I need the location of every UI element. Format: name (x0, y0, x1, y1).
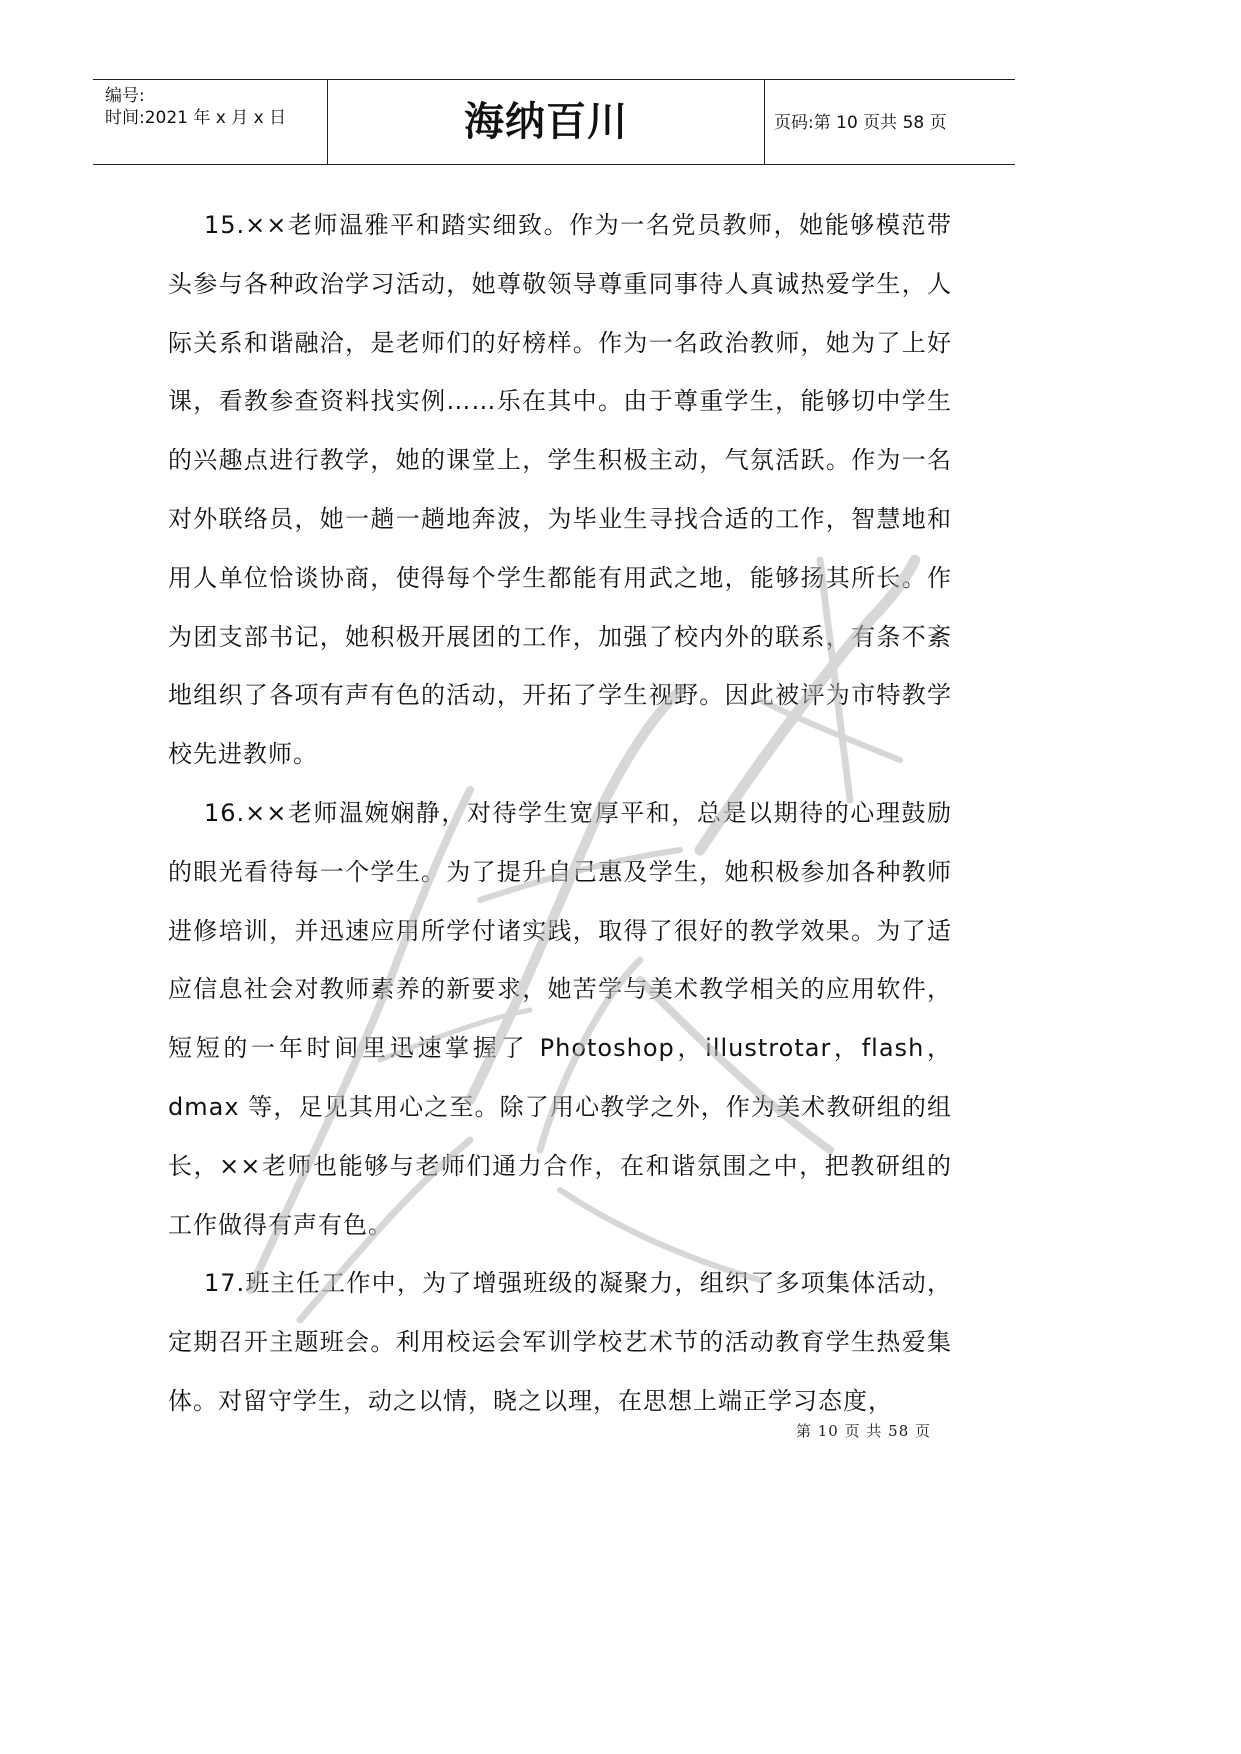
paragraph-16: 16.××老师温婉娴静，对待学生宽厚平和，总是以期待的心理鼓励的眼光看待每一个学生。为了提升自己惠及学生，她积极参加各种教师进修培训，并迅速应用所学付诸实践，取得了很好的教学效果。为了适应信息社会对教师素养的新要求，她苦学与美术教学相关的应用软件，短短的一年时间里迅速掌握了 Photoshop，illustrotar，flash，dmax 等，足见其用心之至。除了用心教学之外，作为美术教研组的组长，××老师也能够与老师们通力合作，在和谐氛围之中，把教研组的工作做得有声有色。 (168, 798, 952, 1239)
paragraph-15: 15.××老师温雅平和踏实细致。作为一名党员教师，她能够模范带头参与各种政治学习活动，她尊敬领导尊重同事待人真诚热爱学生，人际关系和谐融洽，是老师们的好榜样。作为一名政治教师，她为了上好课，看教参查资料找实例……乐在其中。由于尊重学生，能够切中学生的兴趣点进行教学，她的课堂上，学生积极主动，气氛活跃。作为一名对外联络员，她一趟一趟地奔波，为毕业生寻找合适的工作，智慧地和用人单位恰谈协商，使得每个学生都能有用武之地，能够扬其所长。作为团支部书记，她积极开展团的工作，加强了校内外的联系，有条不紊地组织了各项有声有色的活动，开拓了学生视野。因此被评为市特教学校先进教师。 (168, 211, 952, 769)
document-header (93, 79, 1015, 165)
header-left-cell (93, 80, 327, 164)
header-page-label: 页码:第 10 页共 58 页 (774, 113, 947, 133)
document-number-label: 编号: (105, 86, 145, 106)
paragraph-17: 17.班主任工作中，为了增强班级的凝聚力，组织了多项集体活动，定期召开主题班会。利用校运会军训学校艺术节的活动教育学生热爱集体。对留守学生，动之以情，晓之以理，在思想上端正学习态度， (168, 1269, 952, 1415)
document-title: 海纳百川 (464, 99, 628, 145)
footer-page-number: 第 10 页 共 58 页 (796, 1422, 932, 1440)
header-title-cell (327, 80, 765, 164)
document-body (168, 196, 952, 1431)
document-time-label: 时间:2021 年 x 月 x 日 (105, 108, 287, 128)
header-right-cell (764, 80, 1015, 164)
